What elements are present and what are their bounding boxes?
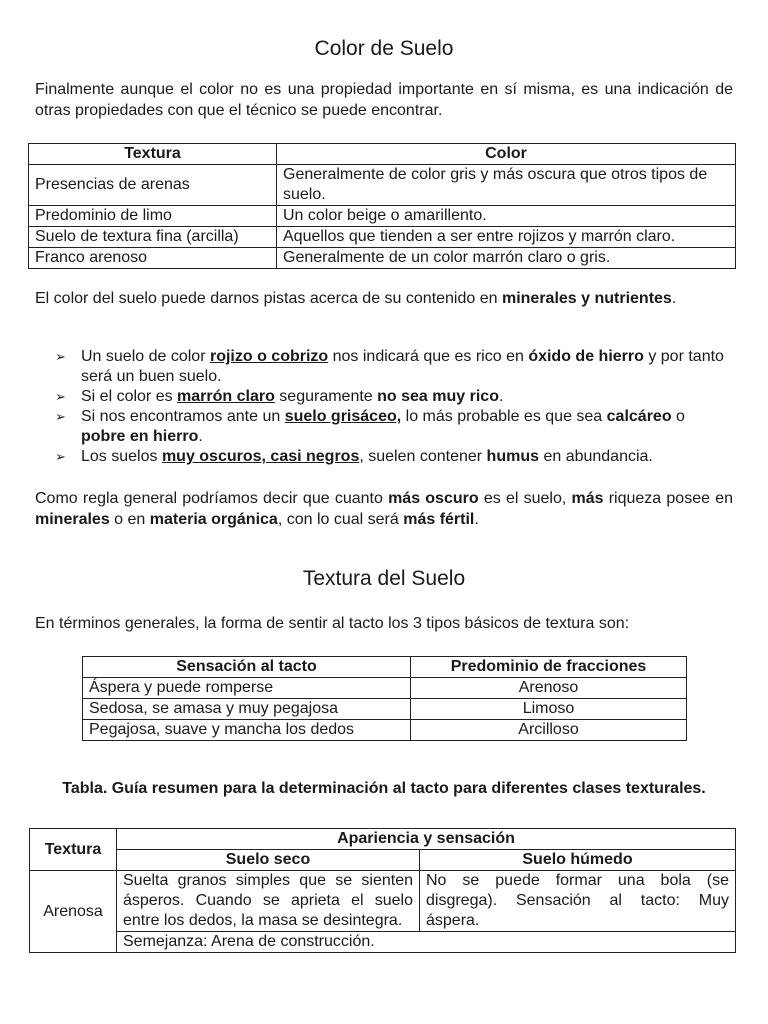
texture-intro-paragraph: En términos generales, la forma de sentir al tacto los 3 tipos básicos de textura son:: [35, 615, 630, 632]
table-header-row: [30, 850, 736, 871]
text-span: es el suelo,: [478, 490, 572, 507]
table-cell: Predominio de limo: [29, 206, 277, 227]
table-row: [83, 699, 687, 720]
table-header-row: [29, 144, 736, 165]
color-bullet-list: [45, 347, 733, 467]
text-span: Los suelos: [81, 448, 162, 465]
bold-text: minerales: [35, 511, 110, 528]
arrow-bullet-icon: ➢: [55, 449, 66, 464]
header-cell: Textura: [30, 829, 117, 871]
table-cell: Arenoso: [411, 678, 687, 699]
color-clues-paragraph: [35, 288, 733, 309]
text-span: Si el color es: [81, 388, 178, 405]
table-cell: Suelo de textura fina (arcilla): [29, 227, 277, 248]
table-row: [29, 227, 736, 248]
text-span: nos indicará que es rico en: [328, 348, 529, 365]
bold-text: más oscuro: [388, 490, 479, 507]
general-rule-paragraph: [35, 488, 733, 530]
text-span: El color del suelo puede darnos pistas acerca de su contenido en: [35, 290, 502, 307]
bold-text: no sea muy rico: [377, 388, 499, 405]
table-header-row: [30, 829, 736, 850]
text-span: .: [671, 290, 677, 307]
text-span: seguramente: [274, 388, 378, 405]
section-title-color: Color de Suelo: [314, 37, 454, 60]
text-span: lo más probable es que sea: [401, 408, 607, 425]
header-cell: Suelo seco: [117, 850, 420, 871]
header-cell: Apariencia y sensación: [117, 829, 736, 850]
table-row: [83, 720, 687, 741]
text-span: .: [474, 511, 479, 528]
table-cell: Pegajosa, suave y mancha los dedos: [83, 720, 411, 741]
header-cell: Predominio de fracciones: [411, 657, 687, 678]
underlined-text: muy oscuros, casi negros: [161, 448, 360, 465]
list-item: [45, 347, 733, 387]
table-row: [30, 932, 736, 953]
table-cell: Arcilloso: [411, 720, 687, 741]
table-cell: Aquellos que tienden a ser entre rojizos y marrón claro.: [277, 227, 736, 248]
table-row: [30, 871, 736, 932]
table-cell: Limoso: [411, 699, 687, 720]
header-cell: Textura: [29, 144, 277, 165]
touch-sensation-table: [82, 656, 687, 741]
arrow-bullet-icon: ➢: [55, 409, 66, 424]
bold-text: más: [571, 490, 604, 507]
color-texture-table: [28, 143, 736, 269]
table-cell: Presencias de arenas: [29, 165, 277, 206]
list-item: [45, 447, 733, 467]
arrow-bullet-icon: ➢: [55, 389, 66, 404]
texture-guide-table: [29, 828, 736, 953]
table-cell: Semejanza: Arena de construcción.: [117, 932, 736, 953]
list-item: [45, 387, 733, 407]
text-span: Un suelo de color: [81, 348, 210, 365]
bold-text: óxido de hierro: [528, 348, 644, 365]
table-cell: Generalmente de color gris y más oscura que otros tipos de suelo.: [277, 165, 736, 206]
text-span: o: [671, 408, 685, 425]
table-caption: Tabla. Guía resumen para la determinación al tacto para diferentes clases texturales.: [62, 780, 706, 797]
bold-text: humus: [486, 448, 539, 465]
section-title-texture: Textura del Suelo: [302, 567, 466, 590]
table-cell: Generalmente de un color marrón claro o gris.: [277, 248, 736, 269]
table-row: [29, 165, 736, 206]
bold-text: calcáreo: [606, 408, 672, 425]
bold-text: pobre en hierro: [81, 428, 199, 445]
bold-text: más fértil: [403, 511, 475, 528]
text-span: , suelen contener: [359, 448, 487, 465]
text-span: .: [198, 428, 203, 445]
table-cell: Un color beige o amarillento.: [277, 206, 736, 227]
table-cell: Áspera y puede romperse: [83, 678, 411, 699]
bold-text: materia orgánica: [149, 511, 278, 528]
text-span: Como regla general podríamos decir que cuanto: [35, 490, 389, 507]
table-cell: No se puede formar una bola (se disgrega). Sensación al tacto: Muy áspera.: [420, 871, 736, 932]
text-span: .: [498, 388, 504, 405]
underlined-text: suelo grisáceo,: [284, 408, 402, 425]
table-row: [83, 678, 687, 699]
header-cell: Color: [277, 144, 736, 165]
underlined-text: rojizo o cobrizo: [209, 348, 329, 365]
bold-text: minerales y nutrientes: [501, 290, 672, 307]
table-cell: Sedosa, se amasa y muy pegajosa: [83, 699, 411, 720]
table-row: [29, 206, 736, 227]
text-span: , con lo cual será: [277, 511, 404, 528]
text-span: Si nos encontramos ante un: [81, 408, 285, 425]
list-item: [45, 407, 733, 447]
intro-paragraph: Finalmente aunque el color no es una propiedad importante en sí misma, es una indicación de otras propiedades con que el técnico se puede encontrar.: [35, 81, 733, 119]
text-span: o en: [109, 511, 150, 528]
table-cell: Arenosa: [30, 871, 117, 953]
header-cell: Sensación al tacto: [83, 657, 411, 678]
header-cell: Suelo húmedo: [420, 850, 736, 871]
table-row: [29, 248, 736, 269]
text-span: en abundancia.: [539, 448, 653, 465]
text-span: riqueza posee en: [603, 490, 734, 507]
table-cell: Suelta granos simples que se sienten ásperos. Cuando se aprieta el suelo entre los dedos, la masa se desintegra.: [117, 871, 420, 932]
arrow-bullet-icon: ➢: [55, 349, 66, 364]
text-span: y por tanto será un buen suelo.: [81, 348, 724, 385]
underlined-text: marrón claro: [177, 388, 275, 405]
table-header-row: [83, 657, 687, 678]
table-cell: Franco arenoso: [29, 248, 277, 269]
